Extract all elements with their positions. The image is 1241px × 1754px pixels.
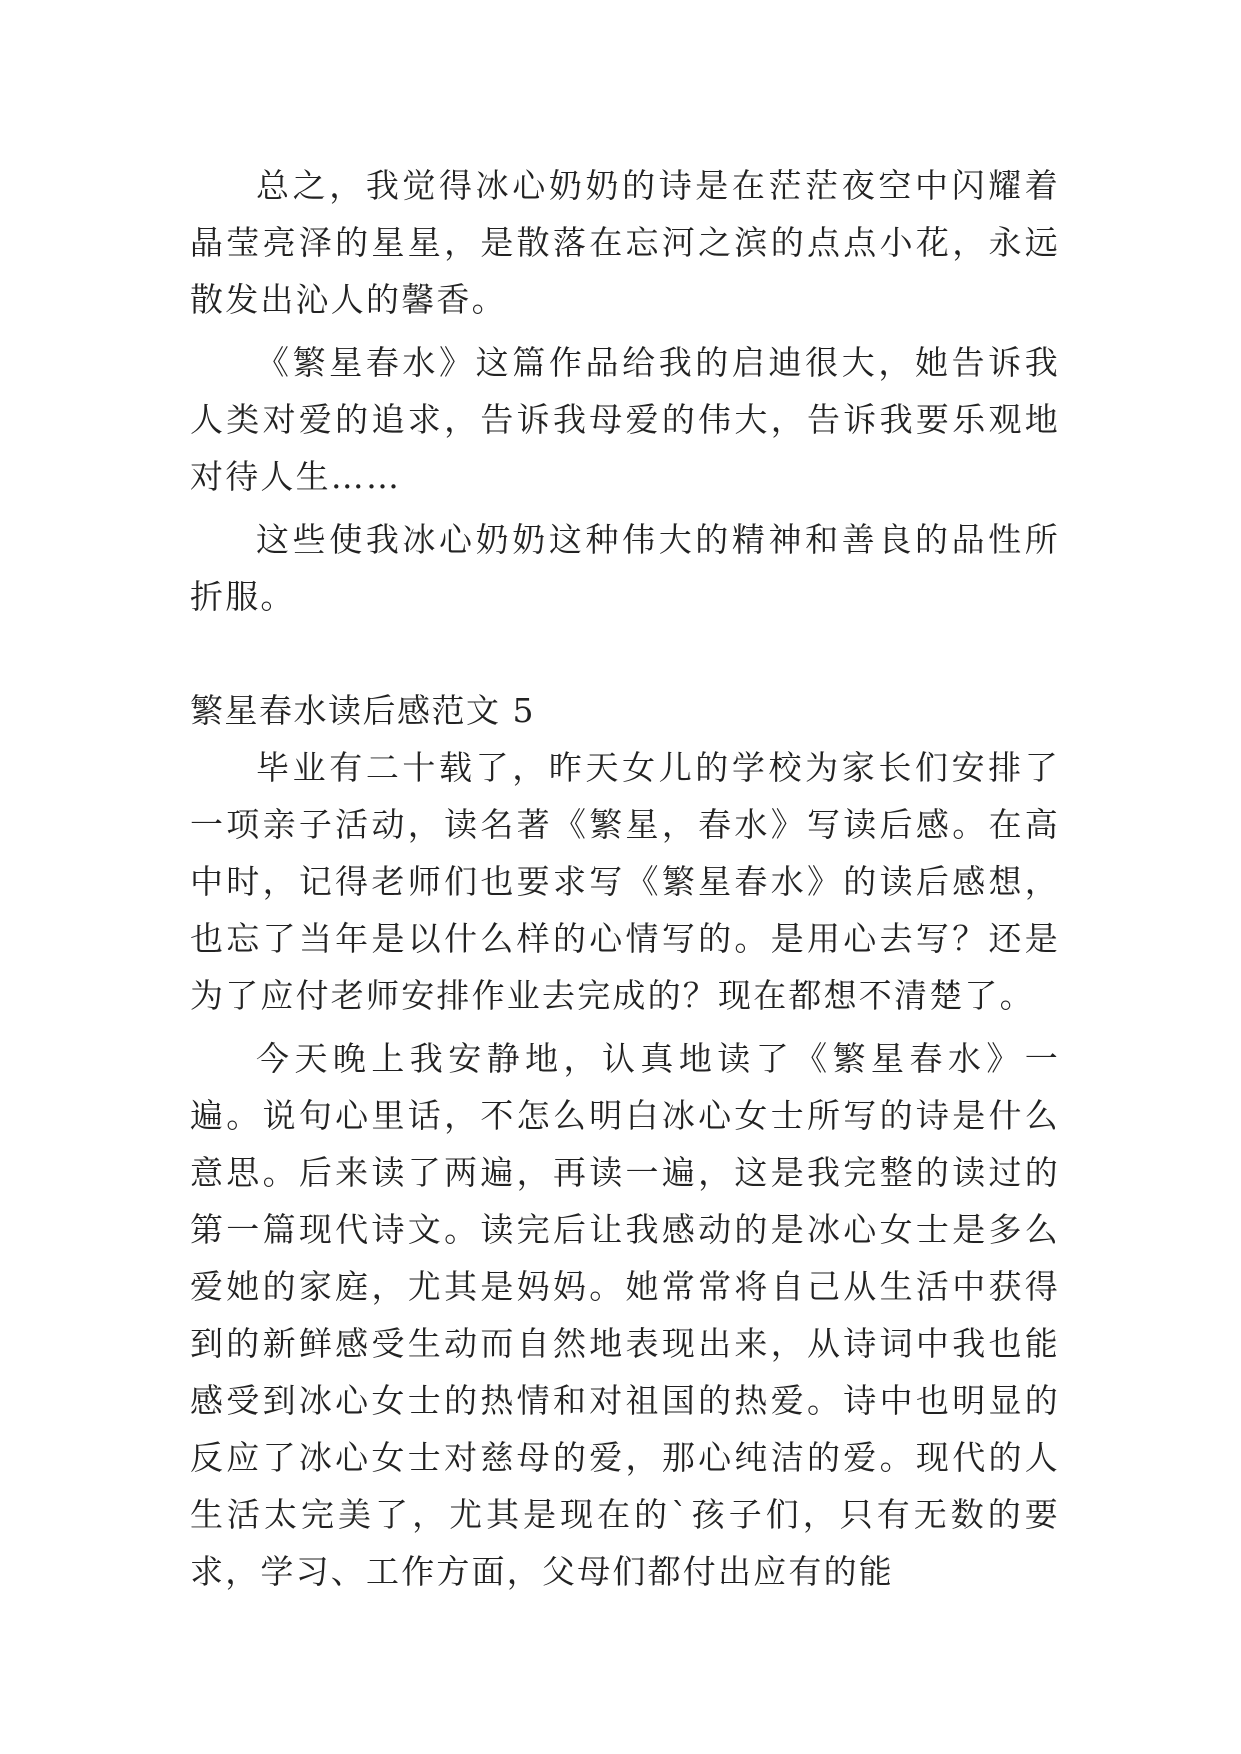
paragraph: 《繁星春水》这篇作品给我的启迪很大，她告诉我人类对爱的追求，告诉我母爱的伟大，告诉我要乐观地对待人生……	[190, 343, 1060, 496]
paragraph: 毕业有二十载了，昨天女儿的学校为家长们安排了一项亲子活动，读名著《繁星，春水》写读后感。在高中时，记得老师们也要求写《繁星春水》的读后感想，也忘了当年是以什么样的心情写的。是用心去写？还是为了应付老师安排作业去完成的？现在都想不清楚了。	[190, 748, 1060, 1015]
paragraph: 这些使我冰心奶奶这种伟大的精神和善良的品性所折服。	[190, 520, 1060, 616]
section-text-block	[190, 682, 1060, 1600]
paragraph: 总之，我觉得冰心奶奶的诗是在茫茫夜空中闪耀着晶莹亮泽的星星，是散落在忘河之滨的点点小花，永远散发出沁人的馨香。	[190, 166, 1060, 319]
section-title: 繁星春水读后感范文 5	[190, 691, 535, 730]
top-text-block	[190, 157, 1060, 625]
paragraph: 今天晚上我安静地，认真地读了《繁星春水》一遍。说句心里话，不怎么明白冰心女士所写的诗是什么意思。后来读了两遍，再读一遍，这是我完整的读过的第一篇现代诗文。读完后让我感动的是冰心女士是多么爱她的家庭，尤其是妈妈。她常常将自己从生活中获得到的新鲜感受生动而自然地表现出来，从诗词中我也能感受到冰心女士的热情和对祖国的热爱。诗中也明显的反应了冰心女士对慈母的爱，那心纯洁的爱。现代的人生活太完美了，尤其是现在的`孩子们，只有无数的要求，学习、工作方面，父母们都付出应有的能	[190, 1039, 1060, 1591]
